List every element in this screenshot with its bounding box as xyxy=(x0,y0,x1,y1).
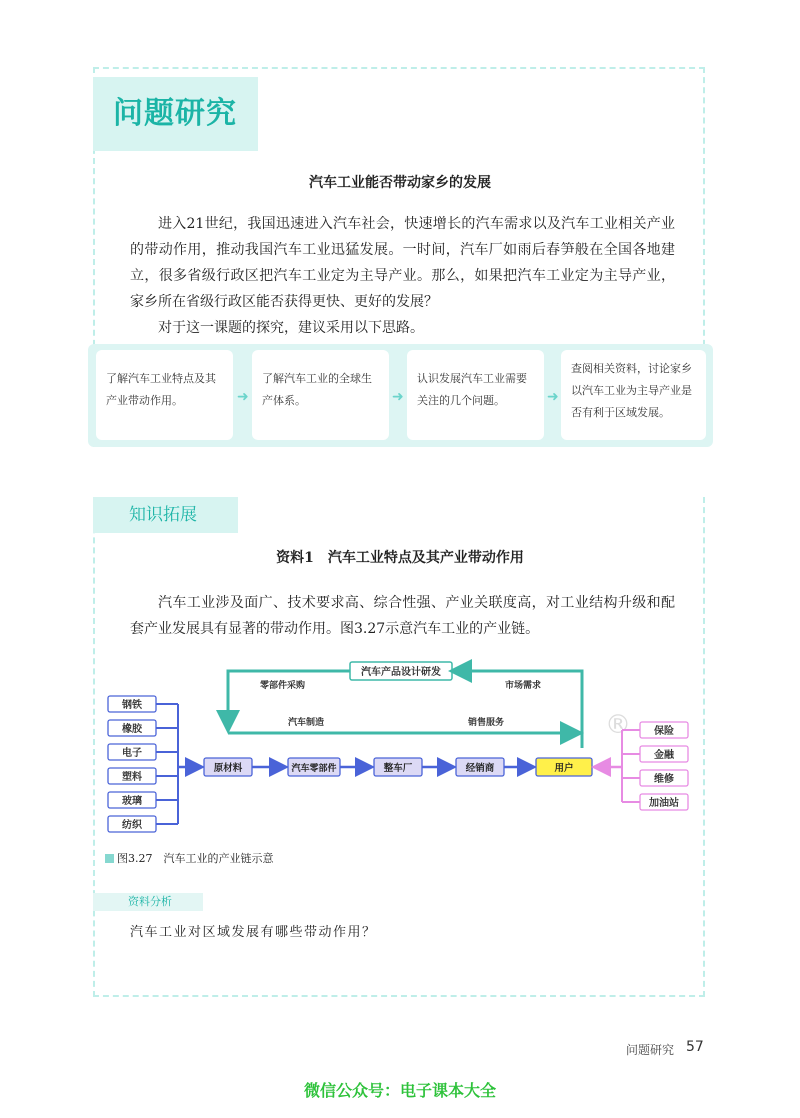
figure-caption xyxy=(105,850,274,866)
service-gas-station: 加油站 xyxy=(649,798,679,809)
industry-chain-diagram xyxy=(100,658,700,843)
service-repair: 维修 xyxy=(654,774,674,785)
chain-raw-materials: 原材料 xyxy=(213,763,243,774)
material-heading: 资料1 汽车工业特点及其产业带动作用 xyxy=(276,550,524,566)
service-insurance: 保险 xyxy=(654,726,674,737)
label-sales-service: 销售服务 xyxy=(468,718,505,728)
intro-text xyxy=(130,211,675,341)
input-textiles: 纺织 xyxy=(122,820,142,831)
label-market-demand: 市场需求 xyxy=(505,681,542,691)
input-connector xyxy=(156,704,178,824)
input-steel: 钢铁 xyxy=(122,700,142,711)
watermark-text: 微信公众号：电子课本大全 xyxy=(303,1081,496,1100)
page-number: 57 xyxy=(686,1039,704,1055)
research-heading: 汽车工业能否带动家乡的发展 xyxy=(309,175,491,191)
step-card-1: 了解汽车工业特点及其产业带动作用。 xyxy=(96,350,233,440)
intro-paragraph-1: 进入21世纪，我国迅速进入汽车社会，快速增长的汽车需求以及汽车工业相关产业的带动作用，推动我国汽车工业迅猛发展。一时间，汽车厂如雨后春笋般在全国各地建立，很多省级行政区把汽车工业定为主导产业。那么，如果把汽车工业定为主导产业，家乡所在省级行政区能否获得更快、更好的发展？ xyxy=(130,216,675,310)
analysis-title: 资料分析 xyxy=(93,893,203,911)
footer-label: 问题研究 xyxy=(626,1043,675,1057)
chain-row xyxy=(204,758,592,776)
step-card-2: 了解汽车工业的全球生产体系。 xyxy=(252,350,389,440)
step-card-3: 认识发展汽车工业需要关注的几个问题。 xyxy=(407,350,544,440)
input-plastics: 塑料 xyxy=(122,772,142,783)
input-materials xyxy=(108,696,200,832)
arrow-right-icon: ➜ xyxy=(547,389,559,405)
section-title: 问题研究 xyxy=(93,77,258,151)
label-procurement: 零部件采购 xyxy=(260,681,306,691)
design-box-label: 汽车产品设计研发 xyxy=(361,667,441,678)
analysis-question: 汽车工业对区域发展有哪些带动作用？ xyxy=(130,925,377,940)
step-card-4: 查阅相关资料，讨论家乡以汽车工业为主导产业是否有利于区域发展。 xyxy=(561,350,706,440)
input-rubber: 橡胶 xyxy=(122,724,142,735)
input-glass: 玻璃 xyxy=(122,796,142,807)
label-manufacturing: 汽车制造 xyxy=(288,718,325,728)
extension-title: 知识拓展 xyxy=(93,497,238,533)
chain-parts: 汽车零部件 xyxy=(291,764,337,774)
arrow-right-icon: ➜ xyxy=(392,389,404,405)
figure-caption-text: 图3.27 汽车工业的产业链示意 xyxy=(117,852,274,865)
caption-marker xyxy=(105,854,114,863)
material-text xyxy=(130,590,675,642)
material-paragraph: 汽车工业涉及面广、技术要求高、综合性强、产业关联度高，对工业结构升级和配套产业发展具有显著的带动作用。图3.27示意汽车工业的产业链。 xyxy=(130,595,675,637)
service-connector xyxy=(622,730,640,802)
service-finance: 金融 xyxy=(654,750,674,761)
chain-user: 用户 xyxy=(554,763,574,774)
arrow-right-icon: ➜ xyxy=(237,389,249,405)
intro-paragraph-2: 对于这一课题的探究，建议采用以下思路。 xyxy=(158,320,424,336)
registered-mark: ® xyxy=(605,710,631,740)
chain-assembly-plant: 整车厂 xyxy=(383,763,413,774)
input-electronics: 电子 xyxy=(122,748,142,759)
chain-dealer: 经销商 xyxy=(465,763,495,774)
